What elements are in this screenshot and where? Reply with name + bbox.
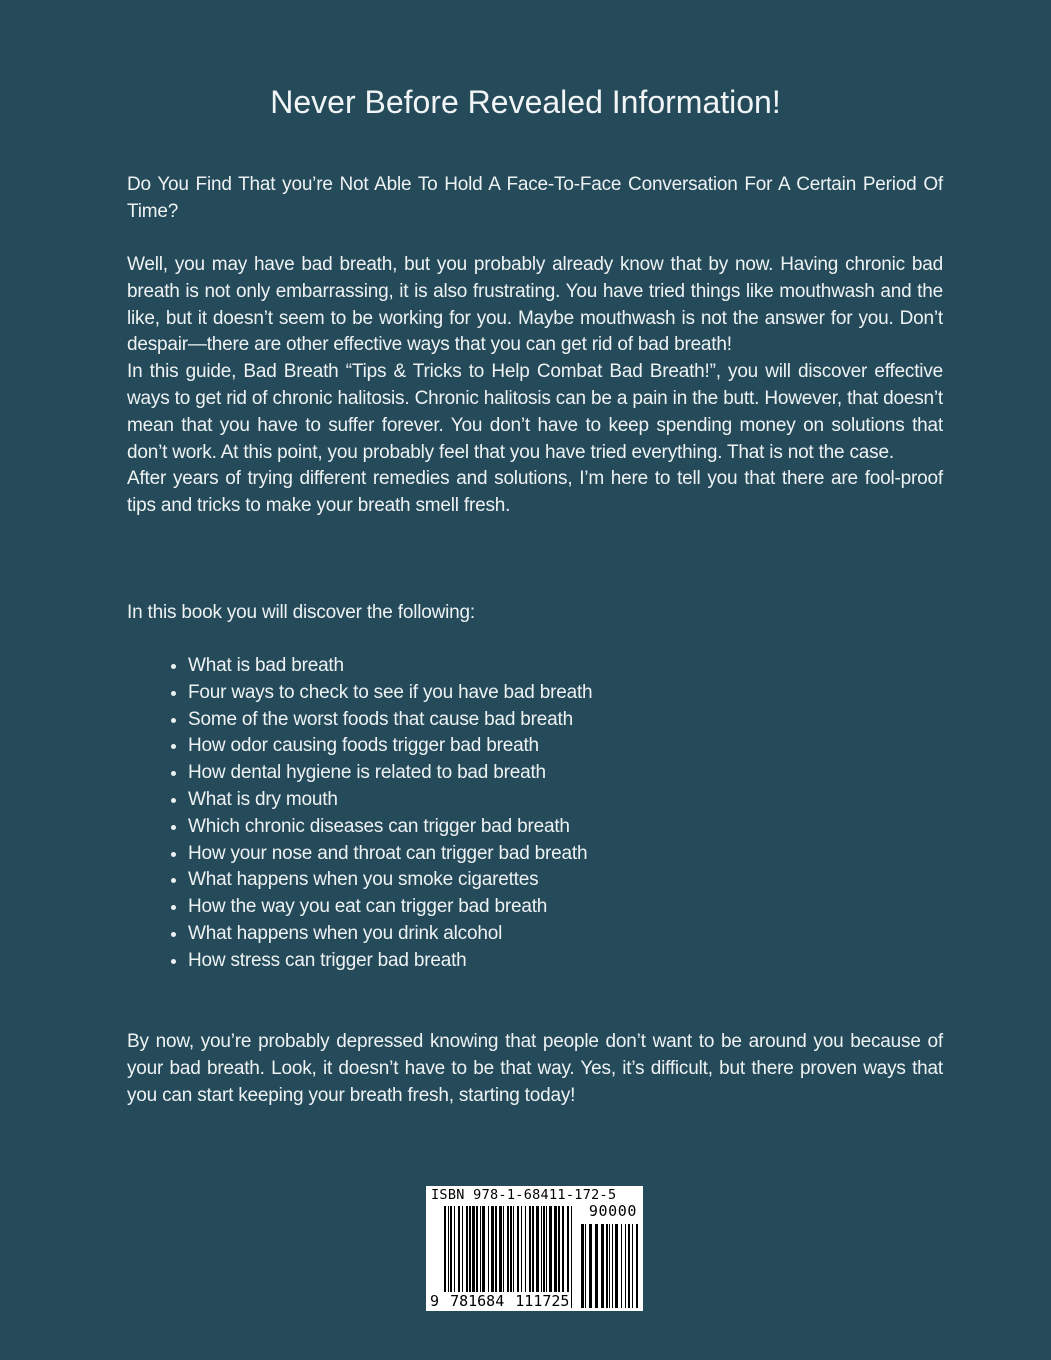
- barcode-bar: [612, 1224, 613, 1308]
- intro-question-text: Do You Find That you’re Not Able To Hold A Face-To-Face Conversation For A Certain Period Of Time?: [127, 174, 943, 222]
- barcode-bar: [589, 1224, 592, 1308]
- list-item: • How dental hygiene is related to bad breath: [188, 760, 592, 787]
- barcode-bar: [621, 1224, 622, 1308]
- list-item: • What is bad breath: [188, 653, 592, 680]
- list-item: • Which chronic diseases can trigger bad breath: [188, 814, 592, 841]
- isbn-barcode: [426, 1186, 643, 1311]
- list-item: • How the way you eat can trigger bad breath: [188, 894, 592, 921]
- barcode-bar: [571, 1206, 572, 1308]
- list-item: • Some of the worst foods that cause bad breath: [188, 707, 592, 734]
- barcode-addon: 90000: [588, 1202, 637, 1220]
- list-item: • Four ways to check to see if you have bad breath: [188, 680, 592, 707]
- barcode-bar: [601, 1224, 604, 1308]
- body-text: [127, 252, 943, 520]
- paragraph: In this guide, Bad Breath “Tips & Tricks to Help Combat Bad Breath!”, you will discover effective ways to get rid of chronic halitosis. Chronic halitosis can be a pain in the butt. However, that doesn’t mean that you have to suffer forever. You don’t have to keep spending money on solutions that don’t work. At this point, you probably feel that you have tried everything. That is not the case.: [127, 361, 943, 463]
- barcode-bar: [636, 1224, 638, 1308]
- paragraph: Well, you may have bad breath, but you probably already know that by now. Having chronic bad breath is not only embarrassing, it is also frustrating. You have tried things like mouthwash and the like, but it doesn’t seem to be working for you. Maybe mouthwash is not the answer for you. Don’t despair—there are other effective ways that you can get rid of bad breath!: [127, 254, 943, 356]
- closing-paragraph: By now, you’re probably depressed knowing that people don’t want to be around you because of your bad breath. Look, it doesn’t have to be that way. Yes, it’s difficult, but there proven ways that you can start keeping your breath fresh, starting today!: [127, 1031, 943, 1106]
- digits-right: 111725: [515, 1292, 570, 1310]
- page-title: Never Before Revealed Information!: [270, 84, 781, 120]
- list-item: • What is dry mouth: [188, 787, 592, 814]
- intro-question: [127, 172, 943, 226]
- list-item: • How your nose and throat can trigger bad breath: [188, 841, 592, 868]
- barcode-bar: [595, 1224, 598, 1308]
- barcode-bar: [609, 1224, 610, 1308]
- barcode-bar: [628, 1224, 630, 1308]
- list-item: • What happens when you smoke cigarettes: [188, 867, 592, 894]
- digits-left: 781684: [450, 1292, 505, 1310]
- list-intro: In this book you will discover the following:: [127, 602, 475, 623]
- paragraph: After years of trying different remedies and solutions, I’m here to tell you that there are fool-proof tips and tricks to make your breath smell fresh.: [127, 468, 943, 517]
- barcode-bar: [585, 1224, 586, 1308]
- barcode-bar: [615, 1224, 618, 1308]
- barcode-bar: [625, 1224, 626, 1308]
- barcode-digits: [429, 1292, 570, 1310]
- barcode-bar: [632, 1224, 633, 1308]
- isbn-label: ISBN 978-1-68411-172-5: [431, 1187, 617, 1203]
- feature-list: [166, 653, 592, 975]
- digit-first: 9: [430, 1292, 440, 1310]
- list-item: • How stress can trigger bad breath: [188, 948, 592, 975]
- barcode-bar: [606, 1224, 608, 1308]
- barcode-bar: [581, 1224, 584, 1308]
- list-item: • What happens when you drink alcohol: [188, 921, 592, 948]
- list-item: • How odor causing foods trigger bad breath: [188, 733, 592, 760]
